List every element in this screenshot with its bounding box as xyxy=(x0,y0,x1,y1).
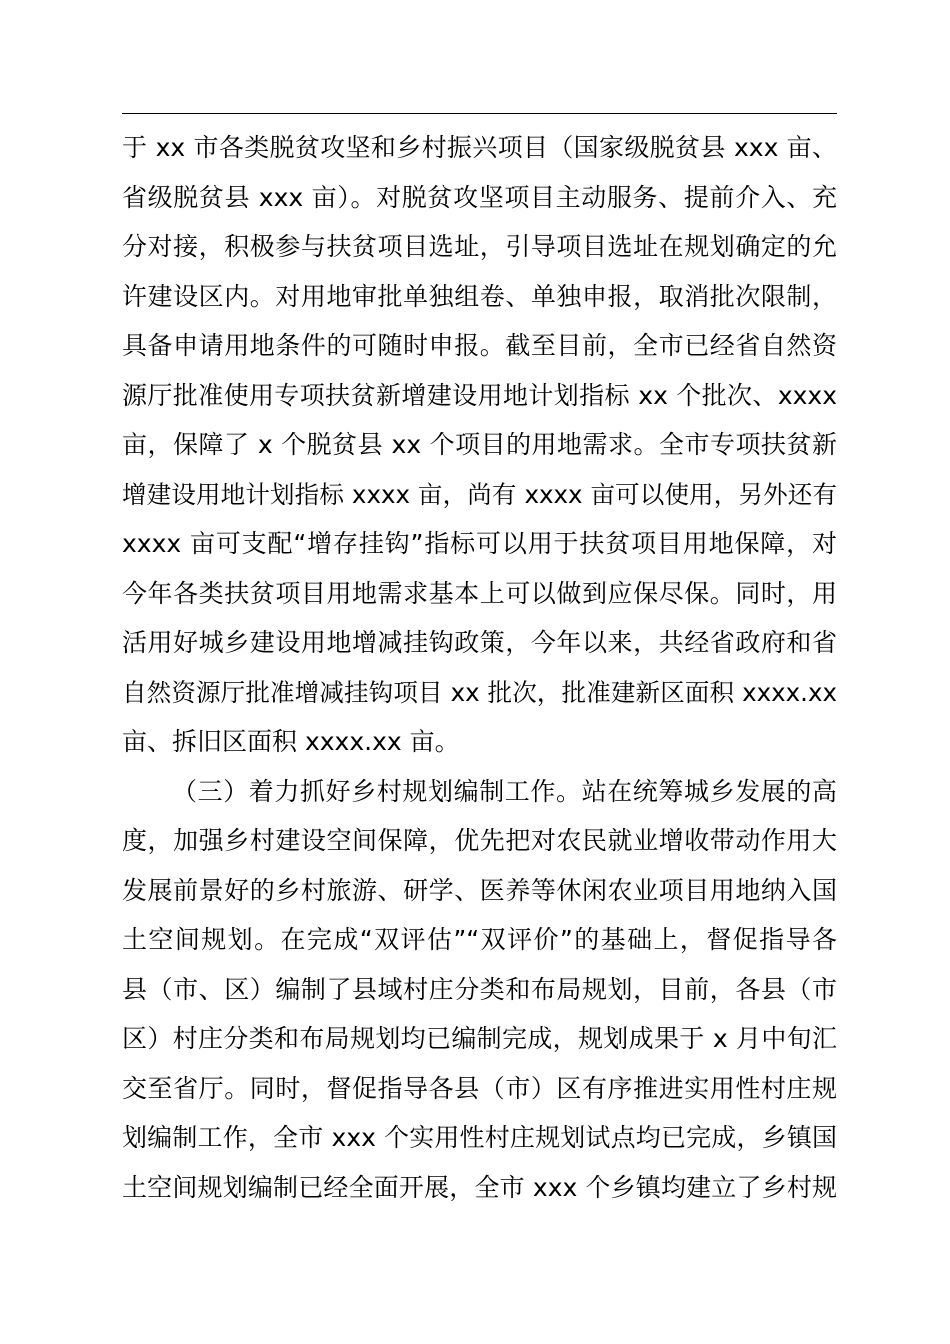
text-line: 具备申请用地条件的可随时申报。截至目前，全市已经省自然资 xyxy=(122,331,837,360)
text-line: 源厅批准使用专项扶贫新增建设用地计划指标 xx 个批次、xxxx xyxy=(122,380,837,410)
text-line: xxxx 亩可支配“增存挂钩”指标可以用于扶贫项目用地保障，对 xyxy=(122,529,837,558)
text-line: 许建设区内。对用地审批单独组卷、单独申报，取消批次限制， xyxy=(122,281,837,311)
paragraph-rural-planning xyxy=(122,767,837,1213)
text-line: 划编制工作，全市 xxx 个实用性村庄规划试点均已完成，乡镇国 xyxy=(122,1123,837,1152)
text-line: 省级脱贫县 xxx 亩）。对脱贫攻坚项目主动服务、提前介入、充 xyxy=(122,182,837,212)
text-line: 交至省厅。同时，督促指导各县（市）区有序推进实用性村庄规 xyxy=(122,1073,837,1103)
text-line: 亩、拆旧区面积 xxxx.xx 亩。 xyxy=(122,727,460,756)
text-line: 土空间规划。在完成“双评估”“双评价”的基础上，督促指导各 xyxy=(122,925,837,954)
document-body xyxy=(122,123,837,1212)
text-line: 亩，保障了 x 个脱贫县 xx 个项目的用地需求。全市专项扶贫新 xyxy=(122,430,837,459)
text-line: 发展前景好的乡村旅游、研学、医养等休闲农业项目用地纳入国 xyxy=(122,875,837,905)
paragraph-land-guarantee xyxy=(122,123,837,767)
header-rule xyxy=(122,113,837,114)
text-line: 于 xx 市各类脱贫攻坚和乡村振兴项目（国家级脱贫县 xxx 亩、 xyxy=(122,133,837,162)
text-line: 增建设用地计划指标 xxxx 亩，尚有 xxxx 亩可以使用，另外还有 xyxy=(122,479,837,509)
text-line: 今年各类扶贫项目用地需求基本上可以做到应保尽保。同时，用 xyxy=(122,578,837,608)
text-line: 分对接，积极参与扶贫项目选址，引导项目选址在规划确定的允 xyxy=(122,232,837,261)
text-line: 活用好城乡建设用地增减挂钩政策，今年以来，共经省政府和省 xyxy=(122,628,837,657)
section-heading-line: （三）着力抓好乡村规划编制工作。站在统筹城乡发展的高 xyxy=(172,776,837,806)
text-line: 土空间规划编制已经全面开展，全市 xxx 个乡镇均建立了乡村规 xyxy=(122,1172,837,1202)
text-line: 度，加强乡村建设空间保障，优先把对农民就业增收带动作用大 xyxy=(122,826,837,855)
text-line: 县（市、区）编制了县域村庄分类和布局规划，目前，各县（市 xyxy=(122,974,837,1004)
text-line: 区）村庄分类和布局规划均已编制完成，规划成果于 x 月中旬汇 xyxy=(122,1024,837,1053)
text-line: 自然资源厅批准增减挂钩项目 xx 批次，批准建新区面积 xxxx.xx xyxy=(122,677,837,707)
